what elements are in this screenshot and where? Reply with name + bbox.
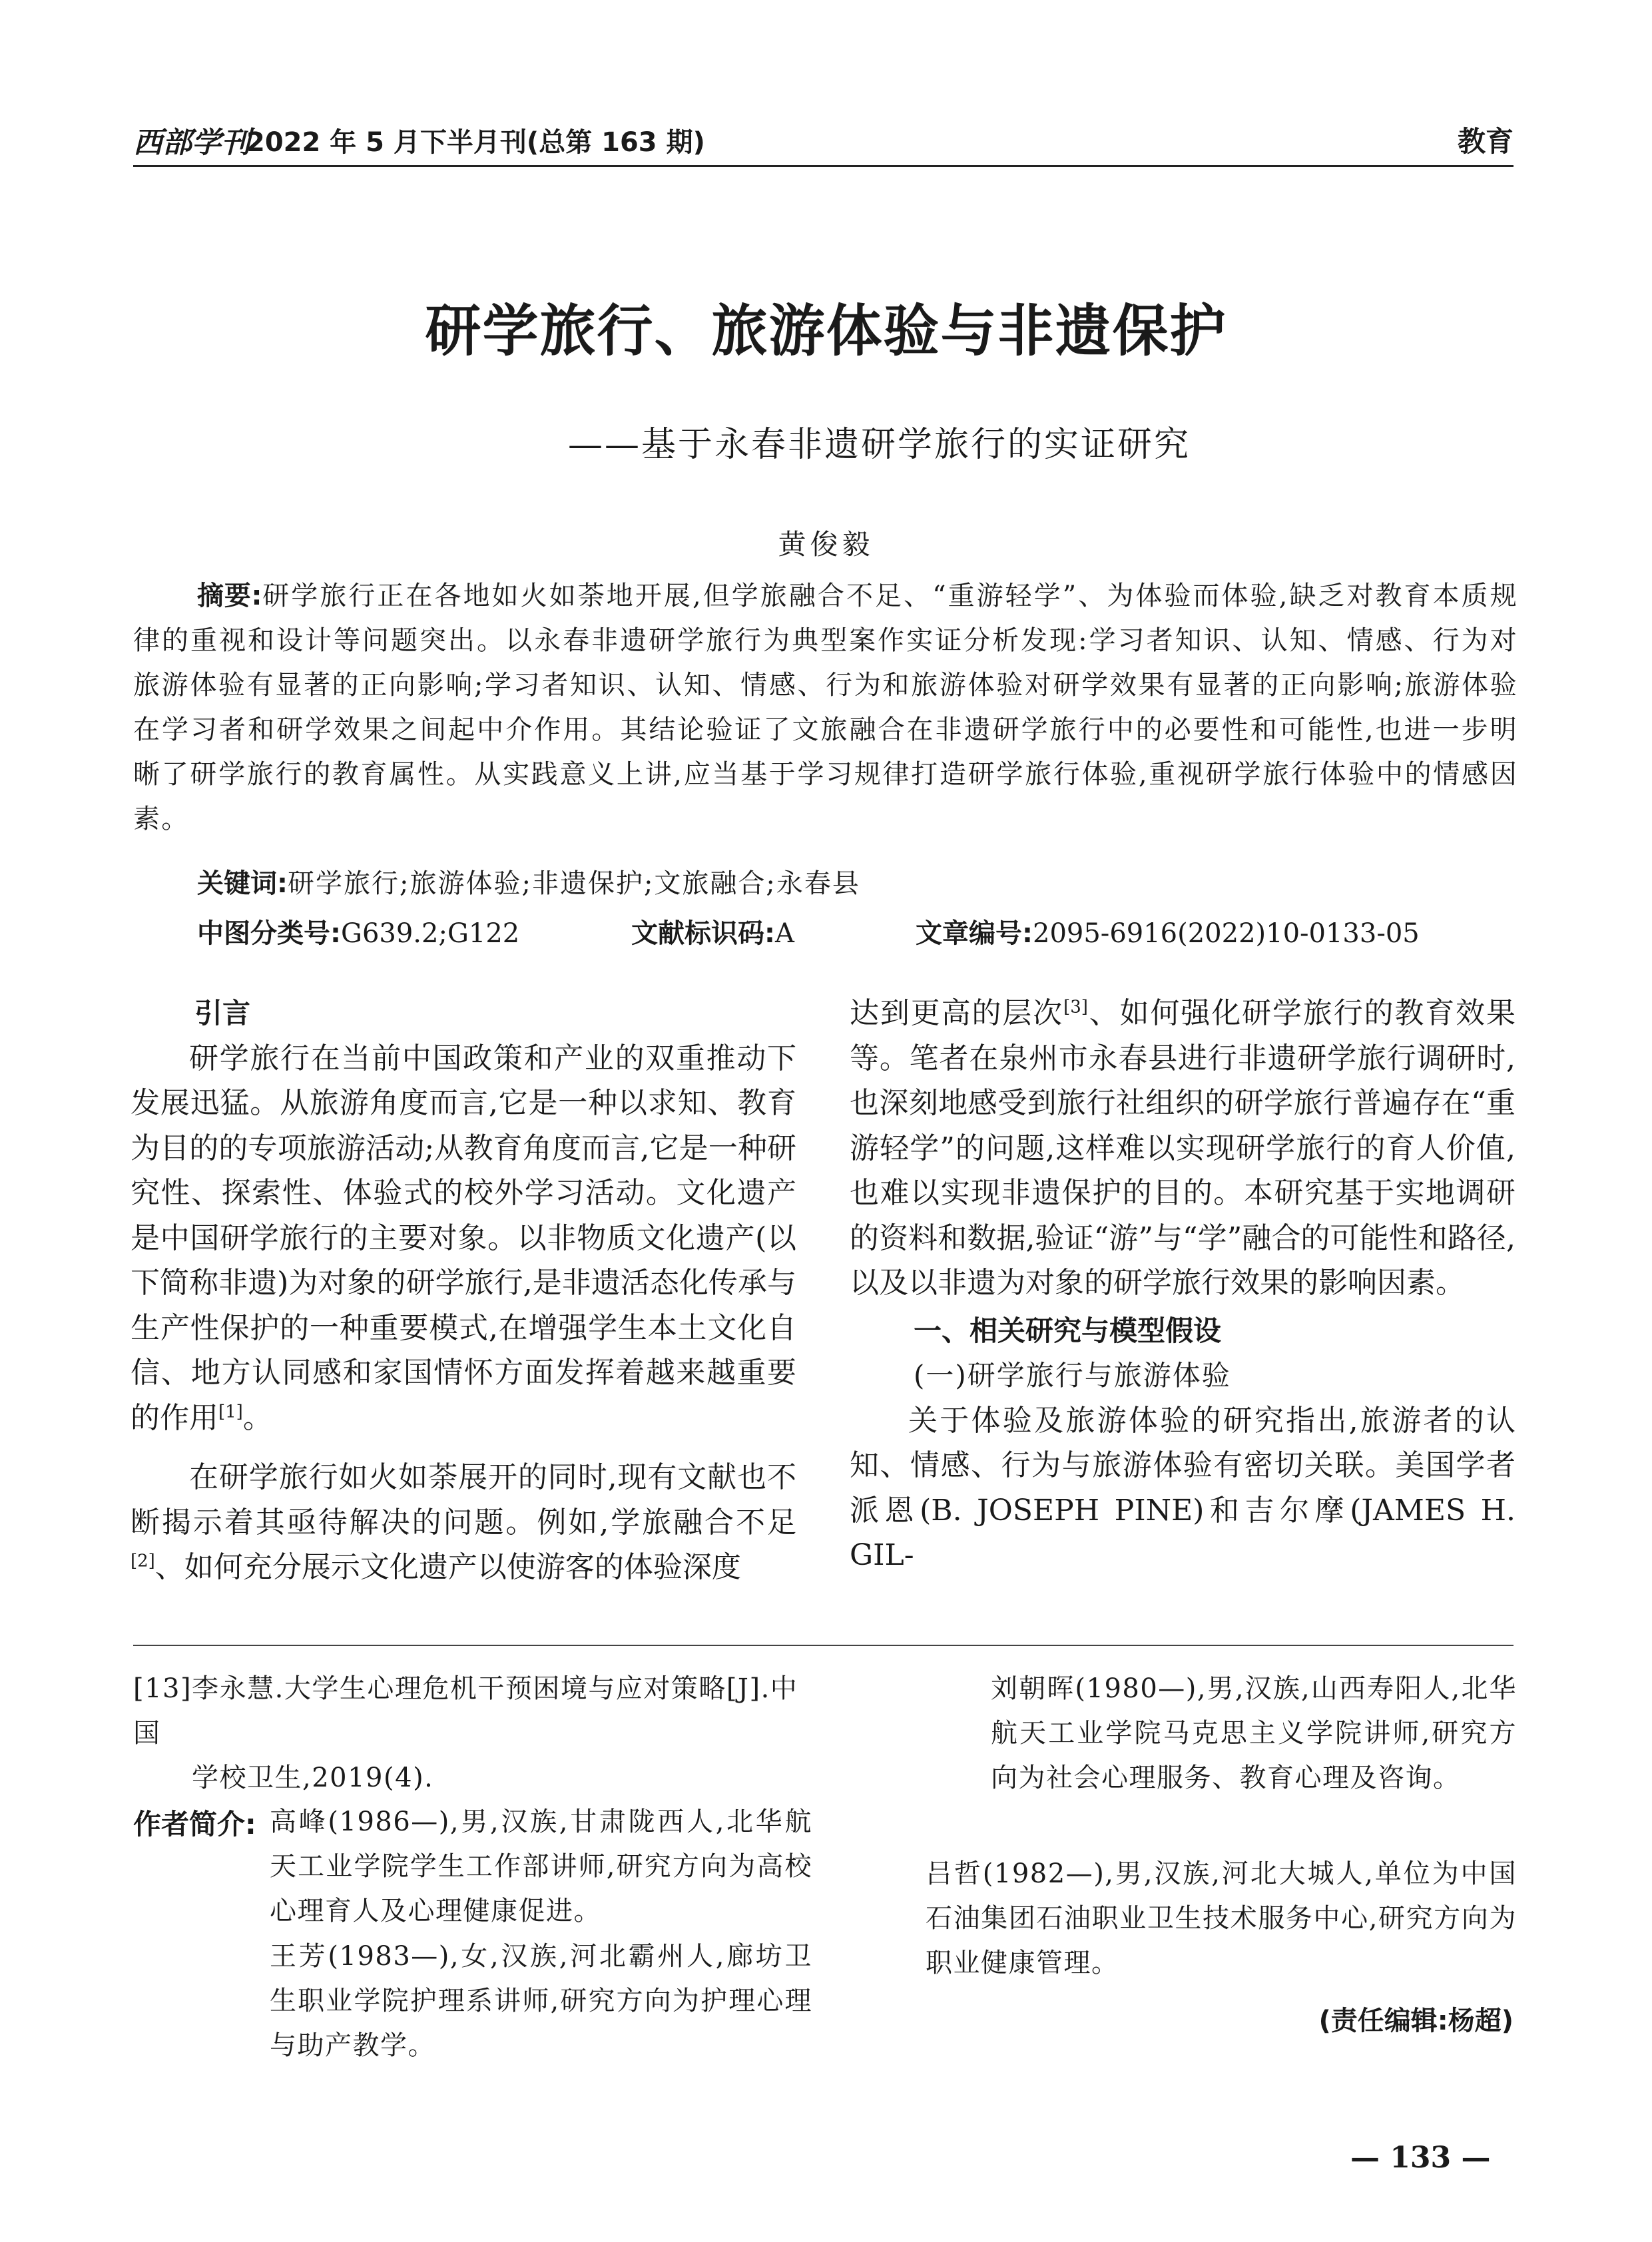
author-bio-3: 刘朝晖(1980—),男,汉族,山西寿阳人,北华航天工业学院马克思主义学院讲师,研究方向为社会心理服务、教育心理及咨询。 — [991, 1673, 1517, 1793]
citation-1[interactable]: [1] — [218, 1401, 243, 1422]
abstract — [133, 574, 1518, 842]
author-bio-2: 王芳(1983—),女,汉族,河北霸州人,廊坊卫生职业学院护理系讲师,研究方向为护理心理与助产教学。 — [270, 1941, 812, 2061]
keywords-label: 关键词: — [197, 868, 288, 899]
clc-value: G639.2;G122 — [341, 918, 520, 949]
article-number — [916, 912, 1420, 950]
author-bio-1: 高峰(1986—),男,汉族,甘肃陇西人,北华航天工业学院学生工作部讲师,研究方向为高校心理育人及心理健康促进。 — [270, 1807, 812, 1926]
journal-name: 西部学刊 — [133, 126, 250, 160]
ref13-line1: [13]李永慧.大学生心理危机干预困境与应对策略[J].中国 — [133, 1673, 798, 1749]
right-p1-text-b: 、如何强化研学旅行的教育效果等。笔者在泉州市永春县进行非遗研学旅行调研时,也深刻地感受到旅行社组织的研学旅行普遍存在“重游轻学”的问题,这样难以实现研学旅行的育人价值,也难以实现非遗保护的目的。本研究基于实地调研的资料和数据,验证“游”与“学”融合的可能性和路径,以及以非遗为对象的研学旅行效果的影响因素。 — [850, 996, 1516, 1300]
body-column-right — [850, 991, 1515, 1578]
doc-code-label: 文献标识码: — [631, 918, 775, 949]
article-number-value: 2095-6916(2022)10-0133-05 — [1033, 918, 1420, 949]
right-paragraph-1 — [850, 991, 1515, 1306]
intro-heading: 引言 — [194, 997, 251, 1029]
abstract-label: 摘要: — [197, 581, 262, 611]
article-subtitle — [0, 416, 1652, 466]
intro-p2-text-b: 、如何充分展示文化遗产以使游客的体验深度 — [154, 1550, 741, 1584]
ref13-line2: 学校卫生,2019(4). — [192, 1763, 434, 1793]
citation-3[interactable]: [3] — [1063, 997, 1088, 1017]
subtitle-text: ——基于永春非遗研学旅行的实证研究 — [567, 425, 1191, 465]
intro-p1-text: 研学旅行在当前中国政策和产业的双重推动下发展迅猛。从旅游角度而言,它是一种以求知、教育为目的的专项旅游活动;从教育角度而言,它是一种研究性、探索性、体验式的校外学习活动。文化遗产是中国研学旅行的主要对象。以非物质文化遗产(以下简称非遗)为对象的研学旅行,是非遗活态化传承与生产性保护的一种重要模式,在增强学生本土文化自信、地方认同感和家国情怀方面发挥着越来越重要的作用 — [131, 1041, 796, 1435]
responsible-editor: (责任编辑:杨超) — [1318, 2006, 1514, 2036]
article-author: 黄俊毅 — [778, 528, 874, 561]
abstract-text: 研学旅行正在各地如火如荼地开展,但学旅融合不足、“重游轻学”、为体验而体验,缺乏对教育本质规律的重视和设计等问题突出。以永春非遗研学旅行为典型案作实证分析发现:学习者知识、认知、情感、行为对旅游体验有显著的正向影响;学习者知识、认知、情感、行为和旅游体验对研学效果有显著的正向影响;旅游体验在学习者和研学效果之间起中介作用。其结论验证了文旅融合在非遗研学旅行中的必要性和可能性,也进一步明晰了研学旅行的教育属性。从实践意义上讲,应当基于学习规律打造研学旅行体验,重视研学旅行体验中的情感因素。 — [133, 581, 1518, 834]
clc-label: 中图分类号: — [197, 918, 341, 949]
reference-13 — [133, 1667, 812, 1801]
keywords — [197, 862, 860, 900]
intro-paragraph-2 — [131, 1455, 796, 1590]
intro-p2-text-a: 在研学旅行如火如荼展开的同时,现有文献也不断揭示着其亟待解决的问题。例如,学旅融合不足 — [131, 1460, 796, 1540]
body-column-left — [131, 991, 796, 1590]
article-title: 研学旅行、旅游体验与非遗保护 — [425, 298, 1227, 364]
article-number-label: 文章编号: — [916, 918, 1033, 949]
intro-p1-end: 。 — [242, 1400, 272, 1435]
footnote-rule — [133, 1645, 1514, 1646]
author-bio-label: 作者简介: — [133, 1808, 256, 1840]
document-code — [631, 912, 794, 950]
author-bio-4: 吕哲(1982—),男,汉族,河北大城人,单位为中国石油集团石油职业卫生技术服务中心,研究方向为职业健康管理。 — [926, 1858, 1517, 1978]
section-label: 教育 — [1457, 125, 1514, 158]
section-1-heading: 一、相关研究与模型假设 — [914, 1314, 1222, 1347]
keywords-text: 研学旅行;旅游体验;非遗保护;文旅融合;永春县 — [288, 868, 860, 899]
header-rule — [133, 165, 1514, 167]
section-1-paragraph: 关于体验及旅游体验的研究指出,旅游者的认知、情感、行为与旅游体验有密切关联。美国学者派恩(B. JOSEPH PINE)和吉尔摩(JAMES H. GIL- — [850, 1403, 1515, 1572]
intro-paragraph-1 — [131, 1036, 796, 1441]
clc-number — [197, 912, 519, 950]
right-p1-text-a: 达到更高的层次 — [850, 996, 1064, 1030]
citation-2[interactable]: [2] — [131, 1551, 155, 1571]
page-number: — 133 — — [1350, 2141, 1491, 2175]
section-1-subheading: (一)研学旅行与旅游体验 — [914, 1359, 1231, 1392]
issue-info: 2022 年 5 月下半月刊(总第 163 期) — [246, 127, 705, 158]
doc-code-value: A — [775, 918, 794, 949]
